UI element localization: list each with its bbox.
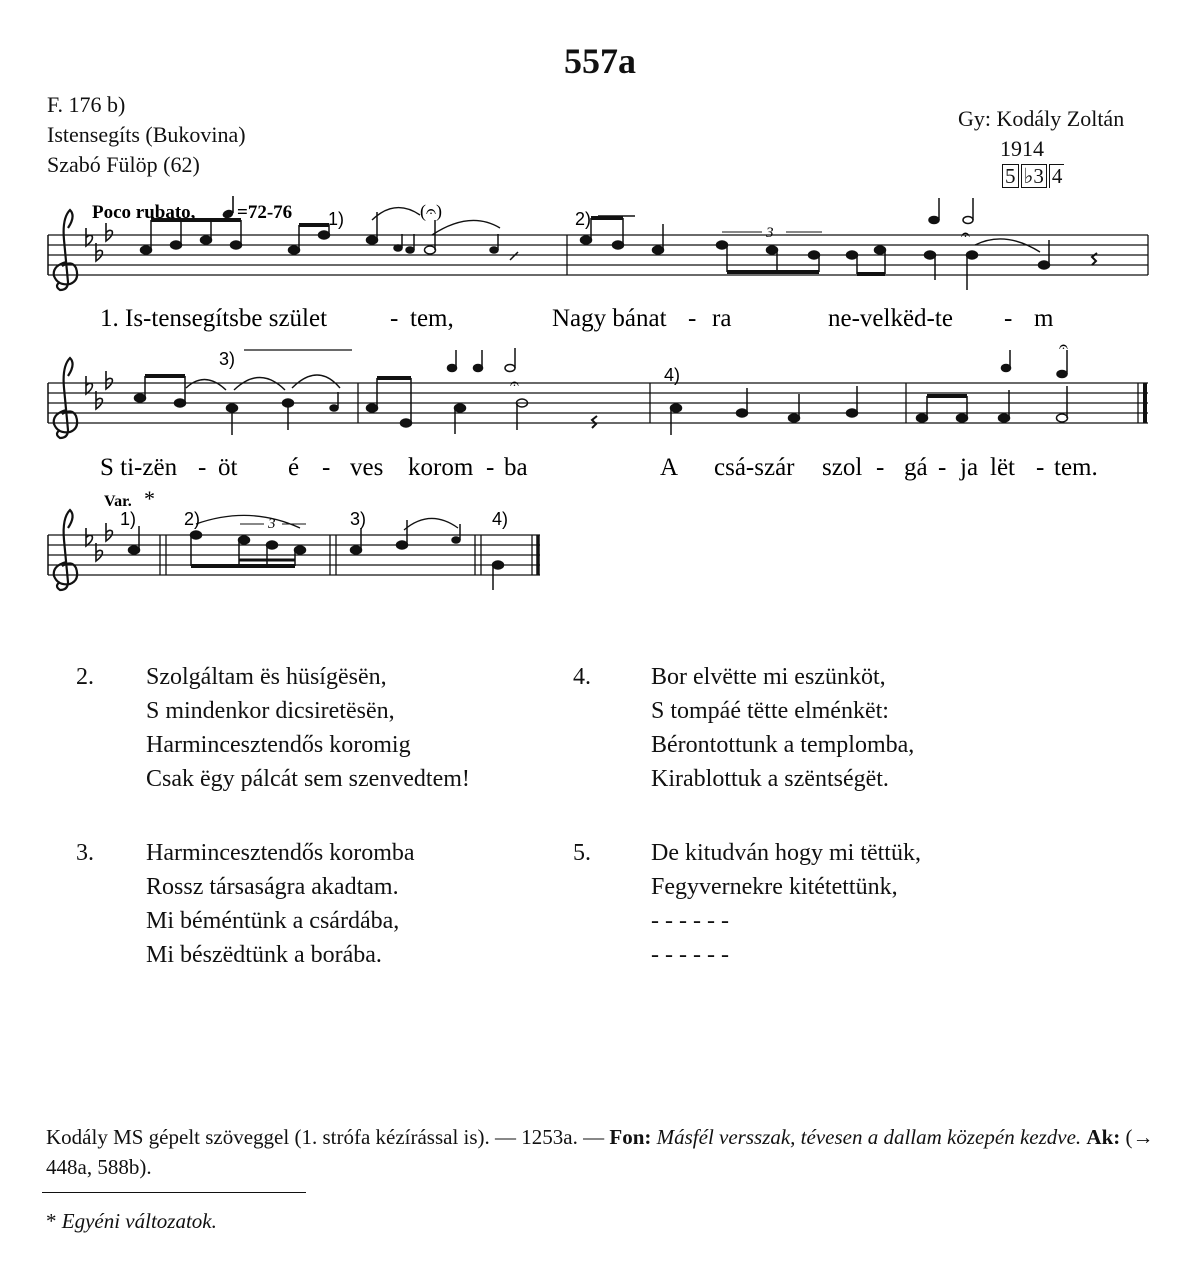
flat-icon — [86, 528, 92, 546]
lyric: korom — [408, 454, 474, 481]
stanza-line: De kitudván hogy mi tëttük, — [651, 840, 921, 866]
lyric: - — [198, 454, 207, 481]
treble-clef-icon — [54, 210, 77, 290]
variant-marker-3: 3) — [219, 349, 236, 369]
stanza-4 — [573, 660, 1043, 800]
lyric: m — [1034, 305, 1054, 332]
lyric: - — [1004, 305, 1013, 332]
staff-line-1 — [48, 198, 1148, 290]
tempo-text: Poco rubato, — [92, 202, 196, 223]
lyric: Nagy bánat — [552, 305, 667, 332]
lyric: - — [486, 454, 495, 481]
footnote-divider — [42, 1192, 306, 1193]
stanza-line: Fegyvernekre kitétettünk, — [651, 874, 898, 900]
stanza-number: 3. — [76, 840, 94, 866]
stanza-line: - - - - - - — [651, 942, 729, 968]
lyric: lët — [990, 454, 1015, 481]
music-score — [0, 190, 1200, 610]
variant-label: Var. — [104, 493, 132, 510]
flat-icon — [96, 543, 102, 561]
source-note-text: Kodály MS gépelt szöveggel (1. strófa kézírással is). — 1253a. — — [46, 1125, 605, 1149]
lyric: - — [1036, 454, 1045, 481]
variant-marker-4: 4) — [664, 365, 681, 385]
fermata-icon: 𝄐 — [510, 376, 519, 393]
stanza-line: Mi béméntünk a csárdába, — [146, 908, 400, 934]
lyric: 1. Is-tensegítsbe szület — [100, 305, 328, 332]
stanza-number: 5. — [573, 840, 591, 866]
ak-text: (→ 448a, 588b). — [46, 1125, 1154, 1179]
fermata-icon: 𝄐 — [961, 227, 970, 244]
staff-line-2 — [48, 339, 1148, 438]
lyric: csá-szár — [714, 454, 795, 481]
fermata-icon: 𝄐 — [1059, 339, 1068, 356]
variant-marker: 4) — [492, 509, 509, 529]
footnote-text: Egyéni változatok. — [61, 1209, 217, 1233]
source-info — [47, 90, 246, 180]
cadence-box: ♭3 — [1021, 164, 1047, 188]
lyric: tem, — [410, 305, 454, 332]
footnote — [46, 1209, 217, 1234]
page-title: 557a — [564, 41, 636, 81]
lyric: ba — [504, 454, 528, 481]
lyric: - — [938, 454, 947, 481]
flat-icon — [96, 391, 102, 409]
fon-text: Másfél versszak, tévesen a dallam közepén kezdve. — [656, 1125, 1082, 1149]
source-note — [46, 1122, 1166, 1182]
cadence-boxes — [958, 164, 1124, 188]
variant-staff — [48, 509, 540, 590]
variant-marker: 2) — [184, 509, 201, 529]
lyric: - — [876, 454, 885, 481]
tempo-note-icon — [221, 196, 234, 220]
lyric: gá — [904, 454, 928, 481]
stanza-line: - - - - - - — [651, 908, 729, 934]
lyric: é — [288, 454, 300, 481]
variant-marker: 1) — [120, 509, 137, 529]
flat-icon — [106, 223, 112, 241]
variant-marker: 3) — [350, 509, 367, 529]
fermata-icon: (𝄐) — [420, 201, 442, 221]
stanza-line: Harmincesztendős koromba — [146, 840, 415, 866]
variant-marker-2: 2) — [575, 209, 592, 229]
collector-info — [958, 104, 1124, 188]
triplet-number: 3 — [766, 225, 774, 241]
lyric: - — [688, 305, 697, 332]
stanza-line: S mindenkor dicsiretësën, — [146, 698, 395, 724]
stanza-line: S tompáé tëtte elménkët: — [651, 698, 889, 724]
lyric: S ti-zën — [100, 454, 178, 481]
stanza-number: 2. — [76, 664, 94, 690]
lyric: öt — [218, 454, 238, 481]
cadence-box: 4 — [1049, 164, 1065, 188]
stanza-2 — [76, 660, 546, 800]
year: 1914 — [1000, 136, 1044, 161]
stanza-line: Bérontottunk a templomba, — [651, 732, 915, 758]
lyrics-line-2 — [100, 454, 1098, 481]
stanza-line: Harmincesztendős koromig — [146, 732, 411, 758]
source-ref: F. 176 b) — [47, 92, 126, 117]
variant-asterisk: * — [144, 486, 155, 511]
stanza-line: Szolgáltam ës hüsígësën, — [146, 664, 387, 690]
flat-icon — [106, 371, 112, 389]
lyric: ja — [960, 454, 979, 481]
cadence-box: 5 — [1002, 164, 1019, 188]
singer: Szabó Fülöp (62) — [47, 152, 200, 177]
treble-clef-icon — [54, 510, 77, 590]
lyric: ra — [712, 305, 732, 332]
lyrics-line-1 — [100, 305, 1054, 332]
flat-icon — [86, 228, 92, 246]
footnote-mark: * — [46, 1209, 57, 1233]
stanza-number: 4. — [573, 664, 591, 690]
stanza-line: Mi bészëdtünk a borába. — [146, 942, 382, 968]
lyric: ne-velkëd-te — [828, 305, 953, 332]
lyric: ves — [350, 454, 384, 481]
ak-label: Ak: — [1086, 1125, 1121, 1149]
lyric: szol — [822, 454, 863, 481]
stanza-line: Rossz társaságra akadtam. — [146, 874, 399, 900]
triplet-number: 3 — [268, 516, 276, 532]
stanza-line: Csak ëgy pálcát sem szenvedtem! — [146, 766, 470, 792]
flat-icon — [96, 243, 102, 261]
lyric: tem. — [1054, 454, 1098, 481]
variant-marker-1: 1) — [328, 209, 345, 229]
stanza-line: Bor elvëtte mi eszünköt, — [651, 664, 886, 690]
flat-icon — [86, 376, 92, 394]
tempo-value: =72-76 — [237, 202, 293, 223]
treble-clef-icon — [54, 358, 77, 438]
stanza-5 — [573, 836, 1043, 976]
place: Istensegíts (Bukovina) — [47, 122, 246, 147]
stanza-line: Kirablottuk a szëntségët. — [651, 766, 889, 792]
lyric: A — [660, 454, 679, 481]
flat-icon — [106, 523, 112, 541]
lyric: - — [390, 305, 399, 332]
lyric: - — [322, 454, 331, 481]
stanza-3 — [76, 836, 546, 976]
collector: Gy: Kodály Zoltán — [958, 106, 1125, 131]
fon-label: Fon: — [609, 1125, 652, 1149]
